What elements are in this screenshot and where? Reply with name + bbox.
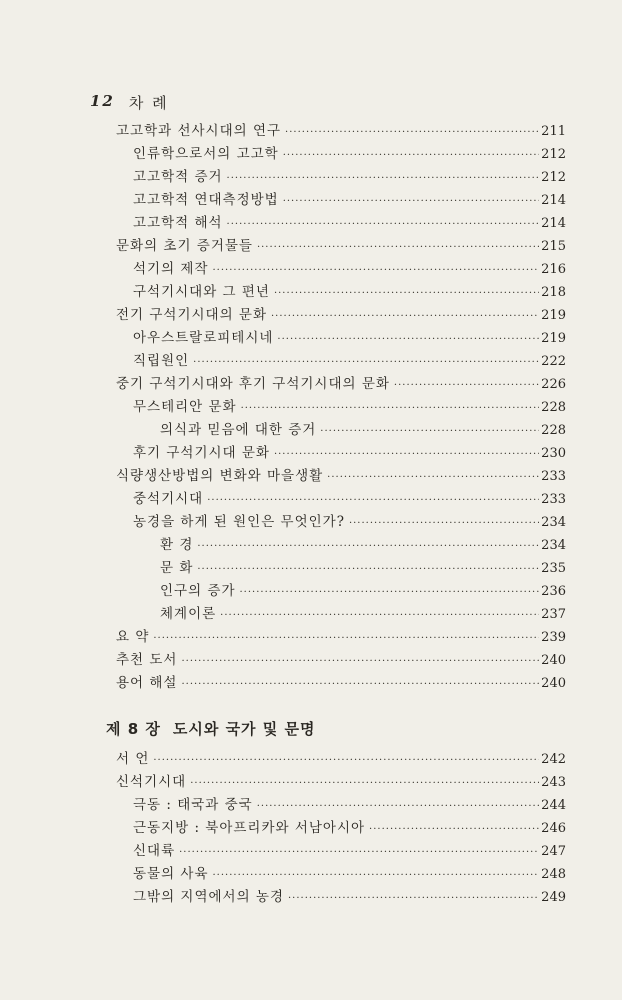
toc-entry bbox=[133, 352, 566, 370]
toc-entry bbox=[133, 444, 566, 462]
toc-entry-title: 신석기시대 bbox=[116, 774, 187, 790]
leader-dots bbox=[153, 752, 539, 770]
leader-dots bbox=[277, 331, 539, 349]
toc-entry-title: 근동지방 : 북아프리카와 서남아시아 bbox=[133, 820, 366, 836]
toc-entry bbox=[133, 283, 566, 301]
toc-entry bbox=[133, 490, 566, 508]
toc-entry bbox=[133, 888, 566, 906]
toc-entry-title: 극동 : 태국과 중국 bbox=[133, 797, 253, 813]
toc-entry-title: 농경을 하게 된 원인은 무엇인가? bbox=[133, 514, 345, 530]
toc-entry-page: 228 bbox=[541, 400, 566, 415]
toc-entry bbox=[116, 375, 566, 393]
toc-entry bbox=[133, 329, 566, 347]
leader-dots bbox=[320, 423, 539, 441]
toc-entry bbox=[133, 842, 566, 860]
leader-dots bbox=[207, 492, 539, 510]
toc-entry-page: 237 bbox=[541, 607, 566, 622]
toc-entry bbox=[116, 750, 566, 768]
toc-entry-page: 216 bbox=[541, 262, 566, 277]
toc-entry-page: 240 bbox=[541, 676, 566, 691]
toc-entry bbox=[116, 237, 566, 255]
toc-entry-page: 249 bbox=[541, 890, 566, 905]
toc-entry bbox=[160, 559, 566, 577]
toc-entry-title: 식량생산방법의 변화와 마을생활 bbox=[116, 468, 324, 484]
toc-entry bbox=[133, 214, 566, 232]
toc-entry-page: 243 bbox=[541, 775, 566, 790]
leader-dots bbox=[285, 124, 539, 142]
toc-entry-title: 의식과 믿음에 대한 증거 bbox=[160, 422, 317, 438]
toc-entry bbox=[116, 306, 566, 324]
leader-dots bbox=[283, 193, 539, 211]
toc-entry bbox=[133, 513, 566, 531]
toc-entry-title: 고고학과 선사시대의 연구 bbox=[116, 123, 282, 139]
leader-dots bbox=[213, 867, 540, 885]
leader-dots bbox=[283, 147, 539, 165]
toc-entry-title: 서 언 bbox=[116, 751, 150, 767]
toc-entry bbox=[116, 773, 566, 791]
leader-dots bbox=[257, 798, 539, 816]
page-number: 12 bbox=[90, 92, 115, 110]
toc-entry-page: 215 bbox=[541, 239, 566, 254]
toc-entry-page: 244 bbox=[541, 798, 566, 813]
toc-entry bbox=[160, 605, 566, 623]
leader-dots bbox=[193, 354, 539, 372]
toc-entry-title: 그밖의 지역에서의 농경 bbox=[133, 889, 284, 905]
toc-entry bbox=[133, 260, 566, 278]
toc-entry-title: 무스테리안 문화 bbox=[133, 399, 237, 415]
toc-entry-title: 고고학적 해석 bbox=[133, 215, 223, 231]
leader-dots bbox=[274, 285, 539, 303]
leader-dots bbox=[197, 561, 539, 579]
leader-dots bbox=[190, 775, 539, 793]
leader-dots bbox=[181, 653, 539, 671]
toc-entry bbox=[133, 819, 566, 837]
leader-dots bbox=[241, 400, 540, 418]
leader-dots bbox=[274, 446, 539, 464]
toc-entry-title: 환 경 bbox=[160, 537, 194, 553]
leader-dots bbox=[240, 584, 540, 602]
toc-entry-page: 226 bbox=[541, 377, 566, 392]
toc-entry bbox=[116, 467, 566, 485]
toc-entry bbox=[160, 536, 566, 554]
toc-entry-page: 228 bbox=[541, 423, 566, 438]
leader-dots bbox=[288, 890, 539, 908]
leader-dots bbox=[394, 377, 539, 395]
toc-entry-title: 아우스트랄로피테시네 bbox=[133, 330, 274, 346]
toc-entry-page: 219 bbox=[541, 331, 566, 346]
toc-entry-title: 문화의 초기 증거물들 bbox=[116, 238, 253, 254]
chapter-title: 도시와 국가 및 문명 bbox=[172, 720, 316, 738]
toc-entry-page: 246 bbox=[541, 821, 566, 836]
toc-entry-title: 구석기시대와 그 편년 bbox=[133, 284, 270, 300]
toc-entry-title: 요 약 bbox=[116, 629, 150, 645]
toc-entry-page: 218 bbox=[541, 285, 566, 300]
toc-entry bbox=[133, 398, 566, 416]
leader-dots bbox=[220, 607, 539, 625]
toc-entry-page: 234 bbox=[541, 515, 566, 530]
leader-dots bbox=[327, 469, 539, 487]
toc-entry bbox=[160, 582, 566, 600]
toc-entry-title: 체계이론 bbox=[160, 606, 217, 622]
toc-entry-title: 추천 도서 bbox=[116, 652, 178, 668]
toc-entry-page: 242 bbox=[541, 752, 566, 767]
toc-entry-page: 240 bbox=[541, 653, 566, 668]
toc-entry bbox=[133, 796, 566, 814]
toc-entry-page: 236 bbox=[541, 584, 566, 599]
toc-entry-title: 석기의 제작 bbox=[133, 261, 209, 277]
toc-entry-title: 중기 구석기시대와 후기 구석기시대의 문화 bbox=[116, 376, 390, 392]
toc-entry-page: 219 bbox=[541, 308, 566, 323]
leader-dots bbox=[271, 308, 539, 326]
toc-entry-title: 후기 구석기시대 문화 bbox=[133, 445, 270, 461]
page-title: 차 례 bbox=[128, 94, 169, 112]
leader-dots bbox=[153, 630, 539, 648]
toc-entry-title: 인류학으로서의 고고학 bbox=[133, 146, 279, 162]
toc-entry-page: 248 bbox=[541, 867, 566, 882]
toc-entry-title: 신대륙 bbox=[133, 843, 176, 859]
toc-entry-page: 230 bbox=[541, 446, 566, 461]
toc-entry-page: 214 bbox=[541, 193, 566, 208]
toc-entry bbox=[133, 865, 566, 883]
toc-entry-title: 고고학적 연대측정방법 bbox=[133, 192, 279, 208]
toc-entry-page: 234 bbox=[541, 538, 566, 553]
leader-dots bbox=[369, 821, 539, 839]
toc-entry-title: 인구의 증가 bbox=[160, 583, 236, 599]
toc-entry-title: 용어 해설 bbox=[116, 675, 178, 691]
toc-entry-page: 212 bbox=[541, 170, 566, 185]
toc-entry-page: 247 bbox=[541, 844, 566, 859]
toc-entry bbox=[116, 674, 566, 692]
leader-dots bbox=[227, 216, 540, 234]
toc-entry-page: 222 bbox=[541, 354, 566, 369]
leader-dots bbox=[179, 844, 539, 862]
chapter-heading bbox=[106, 718, 315, 739]
toc-entry-page: 235 bbox=[541, 561, 566, 576]
toc-entry bbox=[116, 651, 566, 669]
toc-entry bbox=[116, 122, 566, 140]
leader-dots bbox=[213, 262, 540, 280]
toc-entry-title: 고고학적 증거 bbox=[133, 169, 223, 185]
toc-entry bbox=[160, 421, 566, 439]
toc-entry bbox=[133, 191, 566, 209]
leader-dots bbox=[257, 239, 539, 257]
toc-entry-title: 중석기시대 bbox=[133, 491, 204, 507]
leader-dots bbox=[181, 676, 539, 694]
toc-entry-title: 문 화 bbox=[160, 560, 194, 576]
toc-entry-page: 239 bbox=[541, 630, 566, 645]
toc-entry bbox=[133, 168, 566, 186]
leader-dots bbox=[227, 170, 540, 188]
toc-entry bbox=[116, 628, 566, 646]
toc-entry-title: 직립원인 bbox=[133, 353, 190, 369]
toc-entry-title: 동물의 사육 bbox=[133, 866, 209, 882]
chapter-number: 제 8 장 bbox=[106, 720, 161, 738]
toc-entry-page: 233 bbox=[541, 492, 566, 507]
toc-entry-page: 233 bbox=[541, 469, 566, 484]
leader-dots bbox=[197, 538, 539, 556]
toc-entry-title: 전기 구석기시대의 문화 bbox=[116, 307, 267, 323]
toc-entry-page: 211 bbox=[541, 124, 566, 139]
leader-dots bbox=[349, 515, 539, 533]
toc-entry-page: 212 bbox=[541, 147, 566, 162]
toc-entry bbox=[133, 145, 566, 163]
toc-entry-page: 214 bbox=[541, 216, 566, 231]
